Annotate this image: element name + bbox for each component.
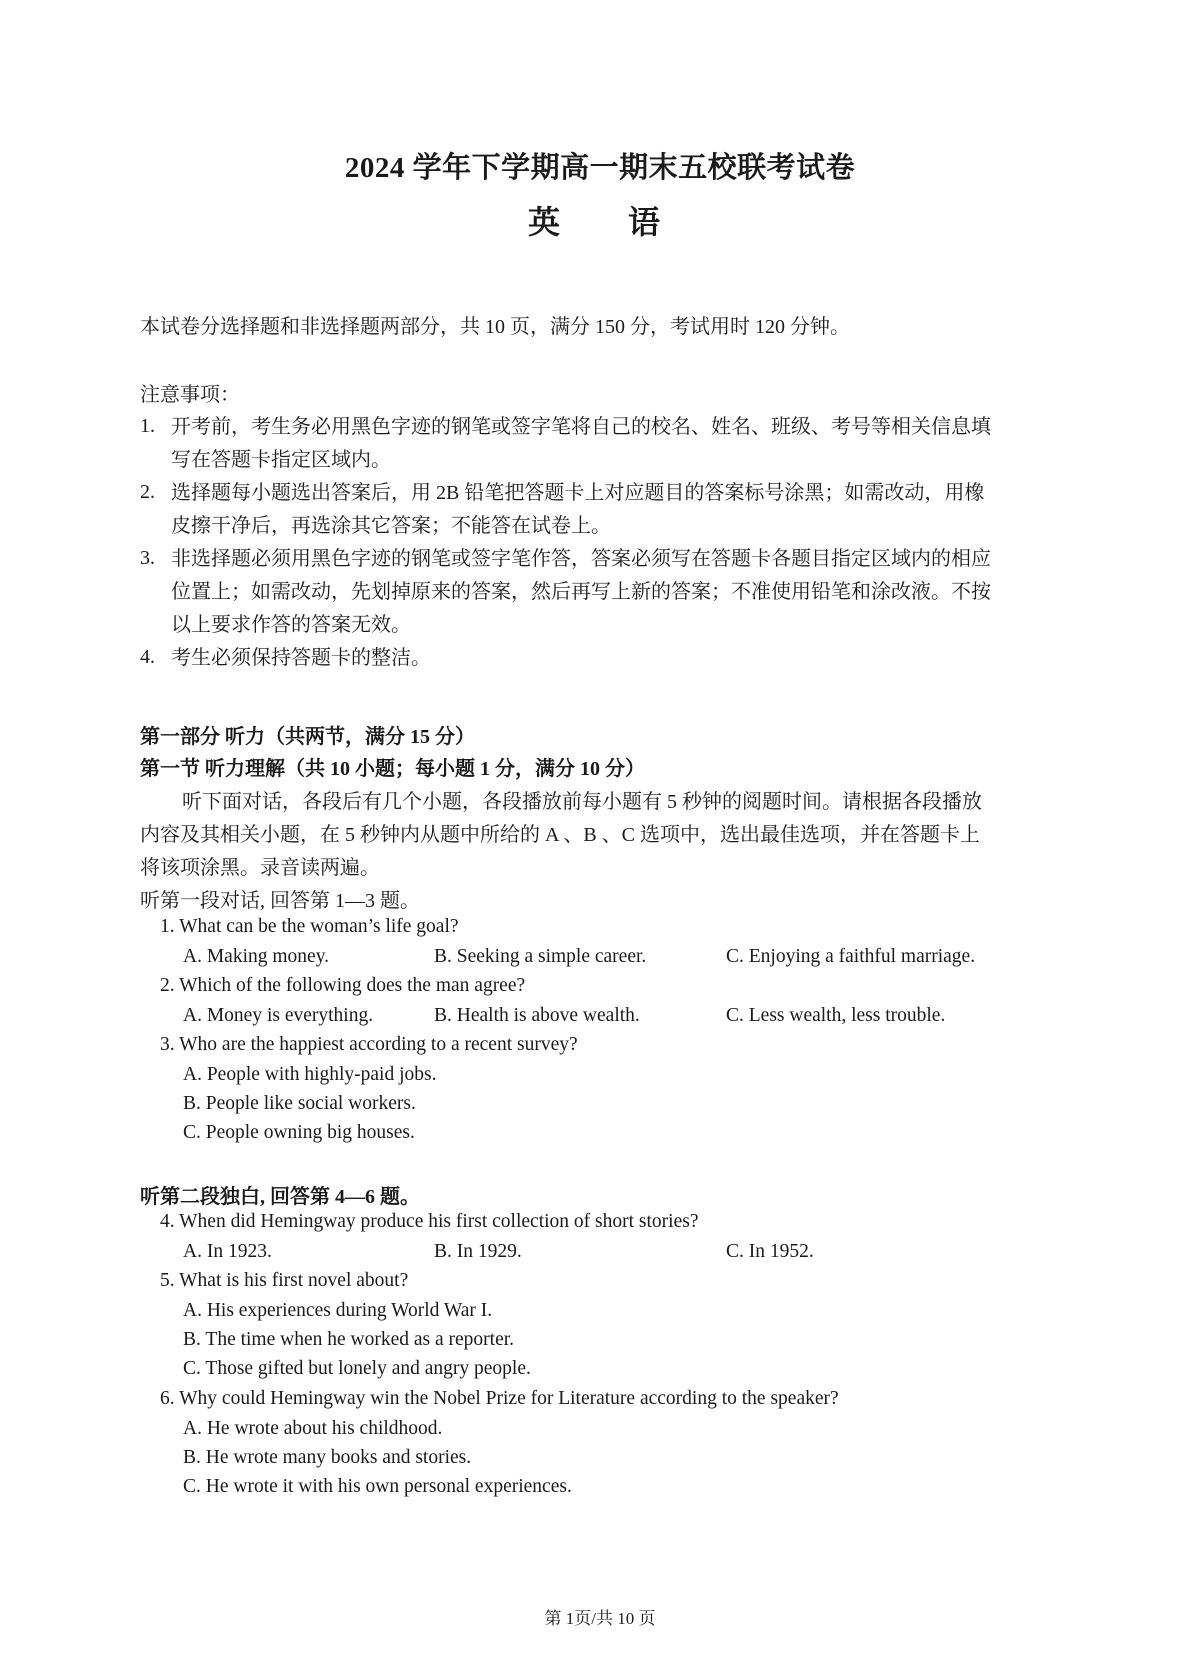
question-option: B. In 1929. — [434, 1241, 522, 1262]
question-option: A. Money is everything. — [183, 1005, 374, 1026]
question-option: B. The time when he worked as a reporter. — [183, 1329, 515, 1350]
notice-line: 皮擦干净后，再选涂其它答案；不能答在试卷上。 — [171, 515, 611, 537]
dialog1-label: 听第一段对话, 回答第 1—3 题。 — [140, 890, 420, 912]
question-stem: 6. Why could Hemingway win the Nobel Prize for Literature according to the speaker? — [160, 1388, 839, 1409]
notice-line: 写在答题卡指定区域内。 — [171, 449, 391, 471]
question-stem: 5. What is his first novel about? — [160, 1270, 409, 1291]
dialog2-label: 听第二段独白, 回答第 4—6 题。 — [140, 1186, 420, 1208]
question-option: A. People with highly-paid jobs. — [183, 1064, 437, 1085]
instruction-line: 内容及其相关小题，在 5 秒钟内从题中所给的 A 、B 、C 选项中，选出最佳选项，并在答题卡上 — [140, 824, 981, 846]
section1-heading: 第一节 听力理解（共 10 小题；每小题 1 分，满分 10 分） — [140, 758, 645, 780]
question-option: C. People owning big houses. — [183, 1122, 415, 1143]
notice-number: 2. — [140, 481, 155, 503]
question-option: A. His experiences during World War I. — [183, 1300, 493, 1321]
part1-heading: 第一部分 听力（共两节，满分 15 分） — [140, 726, 475, 748]
question-option: A. Making money. — [183, 946, 330, 967]
question-stem: 1. What can be the woman’s life goal? — [160, 916, 459, 937]
question-option: B. Health is above wealth. — [434, 1005, 640, 1026]
question-stem: 4. When did Hemingway produce his first collection of short stories? — [160, 1211, 699, 1232]
question-option: C. He wrote it with his own personal experiences. — [183, 1476, 572, 1497]
notice-line: 位置上；如需改动，先划掉原来的答案，然后再写上新的答案；不准使用铅笔和涂改液。不按 — [171, 581, 991, 603]
question-option: A. He wrote about his childhood. — [183, 1418, 443, 1439]
notice-line: 开考前，考生务必用黑色字迹的钢笔或签字笔将自己的校名、姓名、班级、考号等相关信息填 — [171, 416, 991, 438]
question-option: C. Enjoying a faithful marriage. — [726, 946, 976, 967]
question-option: C. In 1952. — [726, 1241, 814, 1262]
instruction-line: 将该项涂黑。录音读两遍。 — [140, 857, 380, 879]
question-stem: 3. Who are the happiest according to a recent survey? — [160, 1034, 578, 1055]
subject-title: 英 语 — [527, 204, 690, 240]
notice-heading: 注意事项： — [140, 384, 240, 406]
notice-number: 3. — [140, 547, 155, 569]
question-option: B. Seeking a simple career. — [434, 946, 647, 967]
page-footer: 第 1页/共 10 页 — [544, 1609, 656, 1628]
notice-line: 非选择题必须用黑色字迹的钢笔或签字笔作答，答案必须写在答题卡各题目指定区域内的相应 — [171, 548, 991, 570]
notice-number: 1. — [140, 415, 155, 437]
question-option: B. People like social workers. — [183, 1093, 416, 1114]
question-stem: 2. Which of the following does the man agree? — [160, 975, 526, 996]
question-option: B. He wrote many books and stories. — [183, 1447, 472, 1468]
notice-number: 4. — [140, 646, 155, 668]
question-option: C. Less wealth, less trouble. — [726, 1005, 946, 1026]
exam-intro: 本试卷分选择题和非选择题两部分，共 10 页，满分 150 分，考试用时 120 分钟。 — [140, 316, 850, 338]
notice-line: 选择题每小题选出答案后，用 2B 铅笔把答题卡上对应题目的答案标号涂黑；如需改动，用橡 — [171, 482, 985, 504]
notice-line: 以上要求作答的答案无效。 — [171, 614, 411, 636]
question-option: C. Those gifted but lonely and angry people. — [183, 1358, 531, 1379]
notice-line: 考生必须保持答题卡的整洁。 — [171, 647, 431, 669]
exam-title: 2024 学年下学期高一期末五校联考试卷 — [344, 152, 856, 184]
question-option: A. In 1923. — [183, 1241, 272, 1262]
instruction-line: 听下面对话，各段后有几个小题，各段播放前每小题有 5 秒钟的阅题时间。请根据各段播放 — [182, 791, 982, 813]
